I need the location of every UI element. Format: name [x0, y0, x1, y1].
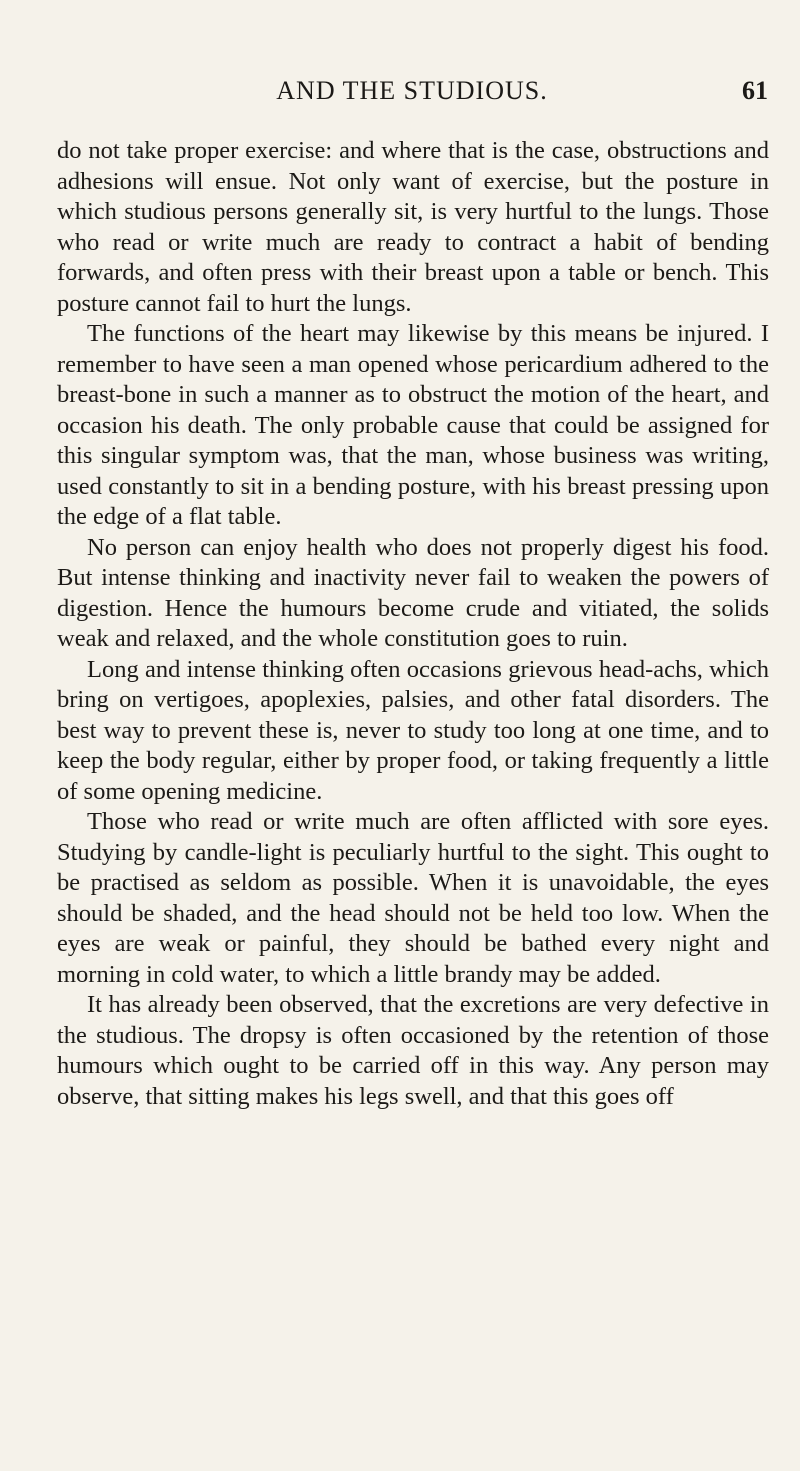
paragraph-heart: The functions of the heart may likewise by this means be injured. I remember to have seen a man opened whose pericardium adhered to the breast-bone in such a manner as to obstruct the motion of the heart, and occasion his death. The only probable cause that could be assigned for this singular symptom was, that the man, whose business was writing, used constantly to sit in a bending posture, with his breast pressing upon the edge of a flat table. [57, 320, 769, 530]
paragraph-exercise-posture: do not take proper exercise: and where that is the case, obstructions and adhesions will ensue. Not only want of exercise, but the posture in which studious persons generally sit, is very hurtful to the lungs. Those who read or write much are ready to contract a habit of bending forwards, and often press with their breast upon a table or bench. This posture cannot fail to hurt the lungs. [57, 137, 769, 317]
body-text [57, 136, 769, 1112]
page-number: 61 [742, 76, 768, 105]
paragraph-excretions: It has already been observed, that the excretions are very defective in the studious. The dropsy is often occasioned by the retention of those humours which ought to be carried off in this way. Any person may observe, that sitting makes his legs swell, and that this goes off [57, 991, 769, 1110]
paragraph-sore-eyes: Those who read or write much are often afflicted with sore eyes. Studying by candle-light is peculiarly hurtful to the sight. This ought to be practised as seldom as possible. When it is unavoidable, the eyes should be shaded, and the head should not be held too low. When the eyes are weak or painful, they should be bathed every night and morning in cold water, to which a little brandy may be added. [57, 808, 769, 988]
running-head [56, 76, 768, 116]
paragraph-head-achs: Long and intense thinking often occasions grievous head-achs, which bring on vertigoes, apoplexies, palsies, and other fatal disorders. The best way to prevent these is, never to study too long at one time, and to keep the body regular, either by proper food, or taking frequently a little of some opening medicine. [57, 655, 769, 805]
running-title: AND THE STUDIOUS. [276, 76, 548, 105]
paragraph-digestion: No person can enjoy health who does not properly digest his food. But intense thinking and inactivity never fail to weaken the powers of digestion. Hence the humours become crude and vitiated, the solids weak and relaxed, and the whole constitution goes to ruin. [57, 533, 769, 652]
